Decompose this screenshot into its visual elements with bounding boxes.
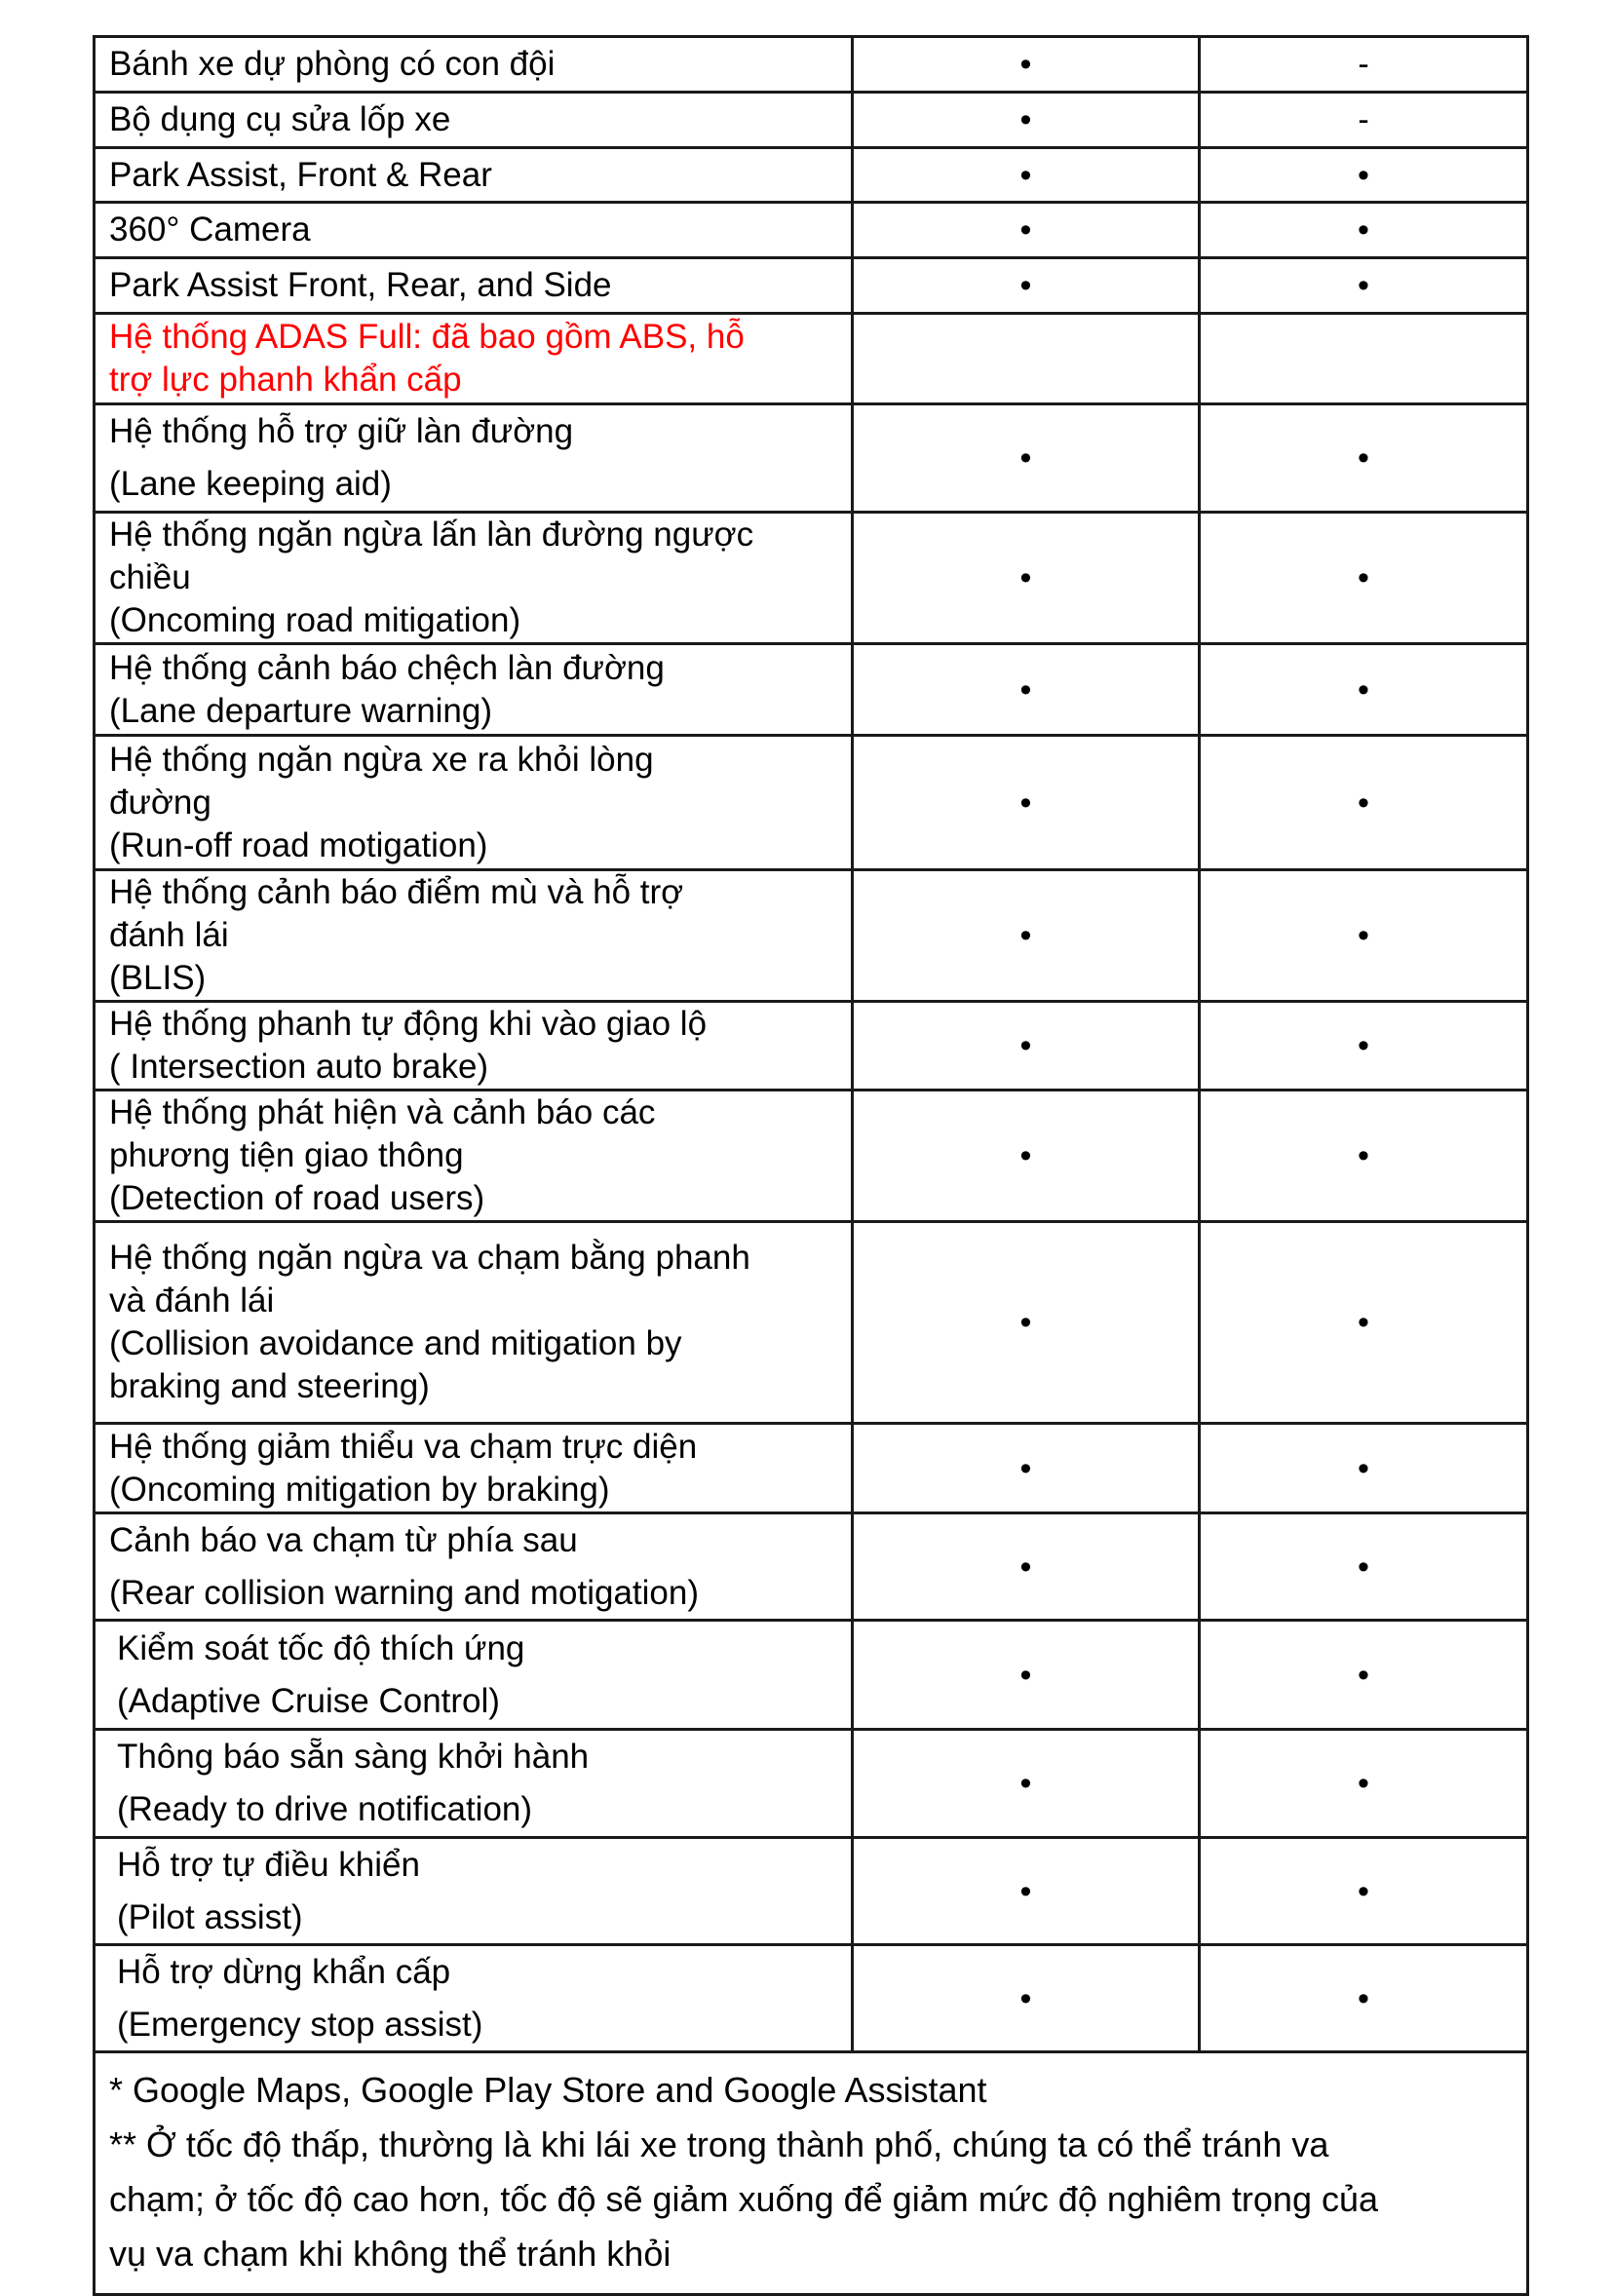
feature-name-line: Hỗ trợ dừng khẩn cấp bbox=[117, 1952, 451, 1991]
availability-cell-variant-2 bbox=[1200, 203, 1528, 258]
bullet-icon: • bbox=[1019, 1872, 1032, 1910]
footnote-cell bbox=[95, 2052, 1528, 2295]
feature-name-line: Hệ thống ADAS Full: đã bao gồm ABS, hỗ bbox=[109, 318, 745, 356]
availability-mark: - bbox=[1358, 101, 1369, 138]
bullet-icon: • bbox=[1019, 1304, 1032, 1341]
feature-name-line: braking and steering) bbox=[109, 1367, 430, 1405]
bullet-icon: • bbox=[1358, 1872, 1369, 1910]
bullet-icon: • bbox=[1019, 1765, 1032, 1802]
table-row bbox=[95, 513, 1528, 644]
bullet-icon: • bbox=[1358, 1656, 1369, 1694]
feature-name-line: Bánh xe dự phòng có con đội bbox=[109, 45, 556, 83]
footnote-line: ** Ở tốc độ thấp, thường là khi lái xe trong thành phố, chúng ta có thể tránh va bbox=[109, 2124, 1329, 2164]
bullet-icon: • bbox=[1358, 1137, 1369, 1174]
bullet-icon: • bbox=[1358, 1765, 1369, 1802]
feature-name-cell bbox=[95, 404, 853, 513]
table-row bbox=[95, 1513, 1528, 1621]
availability-cell-variant-1 bbox=[853, 513, 1200, 644]
feature-name-line: (Collision avoidance and mitigation by bbox=[109, 1324, 682, 1362]
availability-cell-variant-2 bbox=[1200, 1424, 1528, 1513]
feature-name-line: (Lane keeping aid) bbox=[109, 465, 392, 503]
footnote-line: * Google Maps, Google Play Store and Google Assistant bbox=[109, 2070, 987, 2110]
bullet-icon: • bbox=[1358, 1449, 1369, 1487]
feature-name-cell bbox=[95, 1091, 853, 1222]
table-row bbox=[95, 1945, 1528, 2052]
feature-name-cell bbox=[95, 644, 853, 736]
feature-name-line: (Oncoming mitigation by braking) bbox=[109, 1470, 610, 1509]
bullet-icon: • bbox=[1019, 559, 1032, 596]
feature-name-line: Bộ dụng cụ sửa lốp xe bbox=[109, 100, 451, 138]
bullet-icon: • bbox=[1019, 440, 1032, 477]
availability-cell-variant-2 bbox=[1200, 314, 1528, 404]
availability-cell-variant-2 bbox=[1200, 1838, 1528, 1945]
feature-name-cell bbox=[95, 37, 853, 93]
bullet-icon: • bbox=[1019, 1548, 1032, 1586]
availability-cell-variant-1 bbox=[853, 258, 1200, 314]
footnote-line: chạm; ở tốc độ cao hơn, tốc độ sẽ giảm xuống để giảm mức độ nghiêm trọng của bbox=[109, 2179, 1379, 2219]
footnote-line: vụ va chạm khi không thể tránh khỏi bbox=[109, 2234, 672, 2274]
feature-name-cell bbox=[95, 736, 853, 870]
bullet-icon: • bbox=[1019, 1979, 1032, 2017]
feature-name-line: (Lane departure warning) bbox=[109, 691, 493, 730]
availability-cell-variant-1 bbox=[853, 1621, 1200, 1730]
bullet-icon: • bbox=[1358, 559, 1369, 596]
availability-cell-variant-2 bbox=[1200, 37, 1528, 93]
availability-cell-variant-2 bbox=[1200, 513, 1528, 644]
bullet-icon: • bbox=[1019, 784, 1032, 822]
availability-cell-variant-1 bbox=[853, 644, 1200, 736]
feature-name-cell bbox=[95, 203, 853, 258]
bullet-icon: • bbox=[1019, 46, 1032, 83]
feature-name-cell bbox=[95, 1222, 853, 1424]
table-row bbox=[95, 1091, 1528, 1222]
availability-cell-variant-2 bbox=[1200, 736, 1528, 870]
feature-name-line: (Adaptive Cruise Control) bbox=[117, 1681, 500, 1720]
bullet-icon: • bbox=[1019, 917, 1032, 954]
table-row bbox=[95, 203, 1528, 258]
bullet-icon: • bbox=[1019, 1137, 1032, 1174]
table-row bbox=[95, 404, 1528, 513]
availability-cell-variant-2 bbox=[1200, 1945, 1528, 2052]
bullet-icon: • bbox=[1358, 440, 1369, 477]
availability-cell-variant-1 bbox=[853, 736, 1200, 870]
feature-name-line: đánh lái bbox=[109, 916, 229, 954]
table-row bbox=[95, 644, 1528, 736]
feature-name-cell bbox=[95, 148, 853, 203]
availability-cell-variant-1 bbox=[853, 314, 1200, 404]
availability-cell-variant-1 bbox=[853, 870, 1200, 1002]
feature-name-line: (Ready to drive notification) bbox=[117, 1790, 533, 1828]
feature-name-line: (BLIS) bbox=[109, 959, 207, 997]
bullet-icon: • bbox=[1358, 156, 1369, 194]
footnote-row bbox=[95, 2052, 1528, 2295]
availability-cell-variant-1 bbox=[853, 203, 1200, 258]
availability-cell-variant-1 bbox=[853, 1513, 1200, 1621]
availability-mark: - bbox=[1358, 46, 1369, 83]
feature-name-line: chiều bbox=[109, 558, 191, 596]
availability-cell-variant-2 bbox=[1200, 1002, 1528, 1091]
availability-cell-variant-1 bbox=[853, 404, 1200, 513]
table-row bbox=[95, 93, 1528, 148]
availability-cell-variant-2 bbox=[1200, 404, 1528, 513]
table-row bbox=[95, 870, 1528, 1002]
availability-cell-variant-1 bbox=[853, 1091, 1200, 1222]
availability-cell-variant-2 bbox=[1200, 1513, 1528, 1621]
feature-name-cell bbox=[95, 1945, 853, 2052]
bullet-icon: • bbox=[1358, 1548, 1369, 1586]
table-row bbox=[95, 1621, 1528, 1730]
bullet-icon: • bbox=[1358, 1027, 1369, 1064]
feature-name-line: (Detection of road users) bbox=[109, 1179, 485, 1217]
feature-name-cell bbox=[95, 1838, 853, 1945]
feature-name-line: phương tiện giao thông bbox=[109, 1136, 464, 1174]
availability-cell-variant-2 bbox=[1200, 1222, 1528, 1424]
feature-name-line: Hệ thống giảm thiểu va chạm trực diện bbox=[109, 1427, 698, 1466]
bullet-icon: • bbox=[1019, 267, 1032, 304]
feature-name-cell bbox=[95, 513, 853, 644]
feature-name-line: (Oncoming road mitigation) bbox=[109, 601, 521, 639]
feature-name-line: Hệ thống hỗ trợ giữ làn đường bbox=[109, 412, 574, 450]
feature-name-cell bbox=[95, 1424, 853, 1513]
availability-cell-variant-1 bbox=[853, 1424, 1200, 1513]
feature-name-cell bbox=[95, 1513, 853, 1621]
table-row bbox=[95, 1222, 1528, 1424]
bullet-icon: • bbox=[1019, 1656, 1032, 1694]
bullet-icon: • bbox=[1019, 1449, 1032, 1487]
feature-name-line: Hệ thống ngăn ngừa va chạm bằng phanh bbox=[109, 1239, 750, 1277]
feature-table-body bbox=[95, 37, 1528, 2295]
bullet-icon: • bbox=[1358, 917, 1369, 954]
feature-name-line: và đánh lái bbox=[109, 1282, 275, 1320]
feature-name-line: Thông báo sẵn sàng khởi hành bbox=[117, 1738, 590, 1776]
availability-cell-variant-2 bbox=[1200, 148, 1528, 203]
availability-cell-variant-1 bbox=[853, 148, 1200, 203]
bullet-icon: • bbox=[1358, 784, 1369, 822]
feature-name-line: Kiểm soát tốc độ thích ứng bbox=[117, 1628, 525, 1667]
feature-name-line: Hệ thống cảnh báo điểm mù và hỗ trợ bbox=[109, 873, 684, 911]
availability-cell-variant-2 bbox=[1200, 870, 1528, 1002]
table-row bbox=[95, 736, 1528, 870]
bullet-icon: • bbox=[1019, 1027, 1032, 1064]
bullet-icon: • bbox=[1019, 670, 1032, 708]
availability-cell-variant-1 bbox=[853, 1222, 1200, 1424]
availability-cell-variant-2 bbox=[1200, 1730, 1528, 1838]
feature-name-line: Hệ thống phát hiện và cảnh báo các bbox=[109, 1093, 656, 1131]
feature-name-line: (Run-off road motigation) bbox=[109, 825, 488, 864]
bullet-icon: • bbox=[1019, 156, 1032, 194]
bullet-icon: • bbox=[1358, 1304, 1369, 1341]
table-row bbox=[95, 1730, 1528, 1838]
availability-cell-variant-2 bbox=[1200, 644, 1528, 736]
bullet-icon: • bbox=[1019, 211, 1032, 249]
feature-table bbox=[93, 35, 1529, 2296]
availability-cell-variant-1 bbox=[853, 1002, 1200, 1091]
feature-name-cell bbox=[95, 258, 853, 314]
bullet-icon: • bbox=[1358, 211, 1369, 249]
availability-cell-variant-2 bbox=[1200, 258, 1528, 314]
table-row bbox=[95, 148, 1528, 203]
bullet-icon: • bbox=[1358, 1979, 1369, 2017]
feature-name-cell bbox=[95, 870, 853, 1002]
feature-name-line: Hệ thống ngăn ngừa lấn làn đường ngược bbox=[109, 516, 754, 554]
feature-name-cell bbox=[95, 1621, 853, 1730]
bullet-icon: • bbox=[1358, 267, 1369, 304]
feature-name-line: Hệ thống ngăn ngừa xe ra khỏi lòng bbox=[109, 740, 654, 779]
feature-name-cell bbox=[95, 314, 853, 404]
availability-cell-variant-1 bbox=[853, 37, 1200, 93]
table-row bbox=[95, 1002, 1528, 1091]
bullet-icon: • bbox=[1358, 670, 1369, 708]
feature-name-cell bbox=[95, 1002, 853, 1091]
table-row bbox=[95, 314, 1528, 404]
availability-cell-variant-2 bbox=[1200, 1621, 1528, 1730]
feature-name-line: Hệ thống phanh tự động khi vào giao lộ bbox=[109, 1005, 708, 1043]
feature-name-line: ( Intersection auto brake) bbox=[109, 1048, 489, 1086]
feature-name-cell bbox=[95, 93, 853, 148]
availability-cell-variant-1 bbox=[853, 1945, 1200, 2052]
feature-name-line: 360° Camera bbox=[109, 210, 311, 249]
availability-cell-variant-2 bbox=[1200, 1091, 1528, 1222]
feature-name-line: (Pilot assist) bbox=[117, 1897, 303, 1936]
feature-name-line: (Emergency stop assist) bbox=[117, 2005, 483, 2044]
feature-name-line: Hệ thống cảnh báo chệch làn đường bbox=[109, 648, 665, 687]
feature-name-line: Hỗ trợ tự điều khiển bbox=[117, 1845, 420, 1884]
table-row bbox=[95, 1838, 1528, 1945]
feature-name-line: trợ lực phanh khẩn cấp bbox=[109, 361, 462, 399]
feature-name-cell bbox=[95, 1730, 853, 1838]
feature-name-line: Park Assist Front, Rear, and Side bbox=[109, 266, 612, 304]
feature-name-line: Cảnh báo va chạm từ phía sau bbox=[109, 1520, 578, 1559]
availability-cell-variant-1 bbox=[853, 1838, 1200, 1945]
availability-cell-variant-1 bbox=[853, 1730, 1200, 1838]
feature-name-line: đường bbox=[109, 783, 211, 822]
feature-name-line: Park Assist, Front & Rear bbox=[109, 155, 492, 194]
bullet-icon: • bbox=[1019, 101, 1032, 138]
table-row bbox=[95, 37, 1528, 93]
table-row bbox=[95, 1424, 1528, 1513]
table-row bbox=[95, 258, 1528, 314]
feature-name-line: (Rear collision warning and motigation) bbox=[109, 1573, 700, 1612]
availability-cell-variant-1 bbox=[853, 93, 1200, 148]
availability-cell-variant-2 bbox=[1200, 93, 1528, 148]
